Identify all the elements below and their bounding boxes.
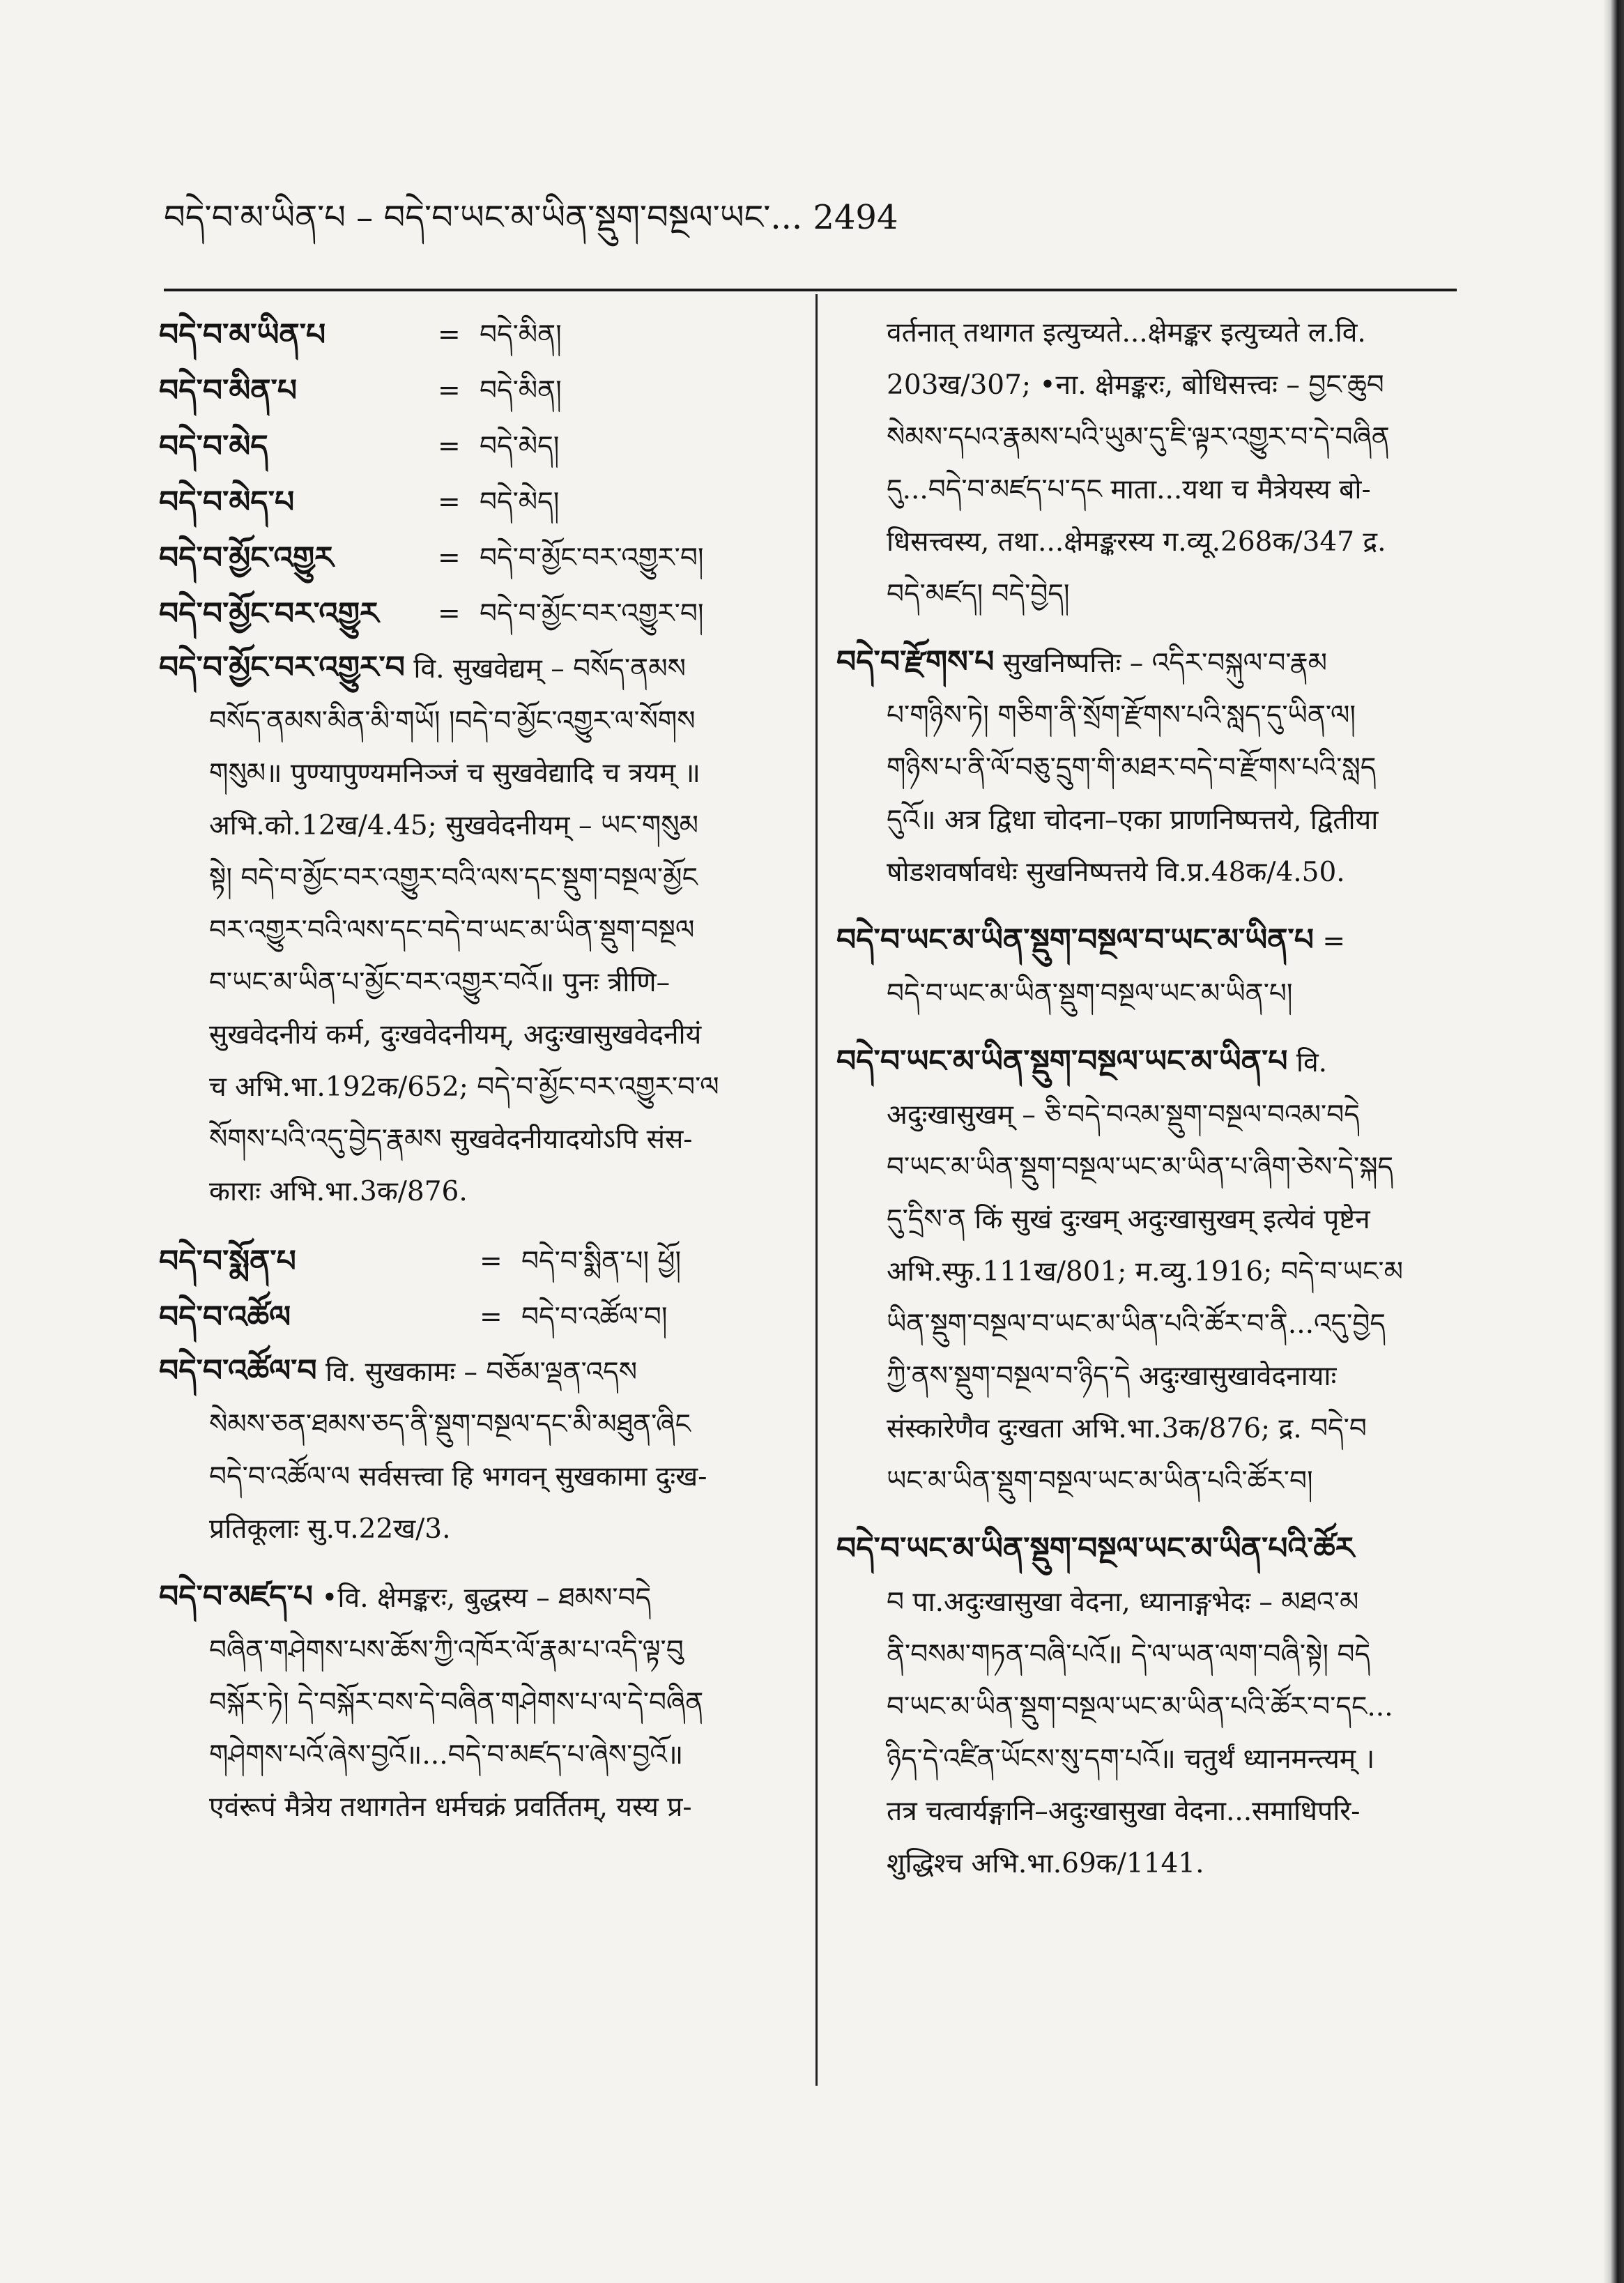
entry-line: བ་ཡང་མ་ཡིན་པ་མྱོང་བར་འགྱུར་བའོ॥ पुनः त्रीणि– bbox=[209, 967, 671, 998]
xref-row bbox=[159, 1233, 790, 1289]
equals-sign: = bbox=[1322, 926, 1345, 957]
dictionary-entry bbox=[159, 1345, 790, 1555]
xref-row bbox=[159, 1289, 790, 1345]
entry-line: བར་འགྱུར་བའི་ལས་དང་བདེ་བ་ཡང་མ་ཡིན་སྡུག་བསྔལ bbox=[209, 915, 695, 946]
dictionary-entry bbox=[159, 641, 790, 1218]
xref-target: བདེ་མིན། bbox=[480, 319, 562, 351]
headword: བདེ་བ་ཡང་མ་ཡིན་སྡུག་བསྔལ་ཡང་མ་ཡིན་པ bbox=[836, 1044, 1288, 1079]
headword: བདེ་བ་ཡང་མ་ཡིན་སྡུག་བསྔལ་ཡང་མ་ཡིན་པའི་ཚོར bbox=[836, 1531, 1355, 1566]
dictionary-entry bbox=[836, 1522, 1457, 1890]
xref-target: བདེ་མིན། bbox=[480, 374, 562, 406]
xref-target: བདེ་བ་སྨིན་པ། ཕྱོ། bbox=[521, 1245, 682, 1277]
equals-sign: = bbox=[480, 1301, 503, 1333]
xref-row bbox=[159, 307, 790, 362]
headword: བདེ་བ་འཚོལ་བ bbox=[159, 1353, 317, 1389]
xref-row bbox=[159, 362, 790, 418]
page-header bbox=[164, 195, 1474, 240]
equals-sign: = bbox=[438, 486, 461, 518]
entry-line: धिसत्त्वस्य, तथा...क्षेमङ्करस्य ग.व्यू.268क/347 द्र. bbox=[887, 526, 1386, 558]
entry-line: བདེ་མཛད། བདེ་བྱེད། bbox=[887, 579, 1070, 610]
headword: བདེ་བ་མེད bbox=[159, 428, 268, 464]
entry-line: སྟེ། བདེ་བ་མྱོང་བར་འགྱུར་བའི་ལས་དང་སྡུག་བསྔལ་མྱོང bbox=[209, 862, 698, 894]
equals-sign: = bbox=[438, 597, 461, 629]
headword: བདེ་བ་མེད་པ bbox=[159, 484, 295, 520]
entry-line: काराः अभि.भा.3क/876. bbox=[209, 1176, 468, 1207]
xref-target: བདེ་མེད། bbox=[480, 486, 560, 518]
entry-line: सुखवेदनीयं कर्म, दुःखवेदनीयम्, अदुःखासुखवेदनीयं bbox=[209, 1019, 702, 1051]
entry-line: शुद्धिश्च अभि.भा.69क/1141. bbox=[887, 1848, 1204, 1879]
headword: བདེ་བ་མིན་པ bbox=[159, 372, 298, 409]
equals-sign: = bbox=[438, 430, 461, 462]
entry-line: अदुःखासुखम् – ཅི་བདེ་བའམ་སྡུག་བསྔལ་བའམ་བདེ bbox=[887, 1099, 1360, 1131]
entry-line: •वि. क्षेमङ्करः, बुद्धस्य – ཐམས་བདེ bbox=[321, 1582, 652, 1614]
entry-line: གསུམ॥ पुण्यापुण्यमनिञ्जं च सुखवेद्यादि च त्रयम् ॥ bbox=[209, 758, 700, 789]
entry-line: वि. सुखकामः – བཅོམ་ལྡན་འདས bbox=[325, 1357, 638, 1388]
header-range: བདེ་བ་མ་ཡིན་པ – བདེ་བ་ཡང་མ་ཡིན་སྡུག་བསྔལ་ཡང་... 2494 bbox=[164, 198, 898, 237]
right-column bbox=[836, 307, 1457, 1905]
xref-row bbox=[159, 586, 790, 641]
entry-line: བ पा.अदुःखासुखा वेदना, ध्यानाङ्गभेदः – མཐའ་མ bbox=[887, 1587, 1359, 1618]
scan-edge bbox=[1603, 0, 1624, 2283]
entry-line: एवंरूपं मैत्रेय तथागतेन धर्मचक्रं प्रवर्तितम्, यस्य प्र- bbox=[209, 1792, 692, 1823]
entry-line: བ་ཡང་མ་ཡིན་སྡུག་བསྔལ་ཡང་མ་ཡིན་པའི་ཚོར་བ་དང... bbox=[887, 1691, 1393, 1723]
header-rule bbox=[164, 289, 1457, 291]
headword: བདེ་བ་སྨོན་པ bbox=[159, 1243, 296, 1279]
entry-line: वर्तनात् तथागत इत्युच्यते...क्षेमङ्कर इत्युच्यते ल.वि. bbox=[887, 317, 1366, 349]
xref-target: བདེ་བ་མྱོང་བར་འགྱུར་བ། bbox=[480, 542, 704, 574]
xref-row bbox=[159, 530, 790, 586]
equals-sign: = bbox=[480, 1245, 503, 1277]
entry-line: དུ...བདེ་བ་མཛད་པ་དང माता...यथा च मैत्रेयस्य बो- bbox=[887, 474, 1371, 505]
xref-row bbox=[159, 418, 790, 474]
entry-line: བསྐོར་ཏེ། དེ་བསྐོར་བས་དེ་བཞིན་གཤེགས་པ་ལ་དེ་བཞིན bbox=[209, 1687, 704, 1718]
headword: བདེ་བ་མཛད་པ bbox=[159, 1579, 314, 1614]
entry-line: ཡང་མ་ཡིན་སྡུག་བསྔལ་ཡང་མ་ཡིན་པའི་ཚོར་བ། bbox=[887, 1465, 1313, 1497]
entry-line: सुखनिष्पत्तिः – འདིར་བསྐུལ་བ་རྣམ bbox=[1002, 648, 1327, 679]
entry-line: གཤེགས་པའོ་ཞེས་བྱའོ॥...བདེ་བ་མཛད་པ་ཞེས་བྱའོ॥ bbox=[209, 1739, 684, 1771]
entry-line: བཞིན་གཤེགས་པས་ཆོས་ཀྱི་འཁོར་ལོ་རྣམ་པ་འདི་ལྟ་བུ bbox=[209, 1635, 684, 1666]
xref-row bbox=[159, 474, 790, 530]
entry-line: अभि.स्फु.111ख/801; म.व्यु.1916; བདེ་བ་ཡང་མ bbox=[887, 1256, 1403, 1288]
headword: བདེ་བ་མྱོང་བར་འགྱུར་བ bbox=[159, 650, 405, 685]
left-column bbox=[159, 307, 790, 1849]
entry-line: ཡིན་སྡུག་བསྔལ་བ་ཡང་མ་ཡིན་པའི་ཚོར་བ་ནི...འདུ་བྱེད bbox=[887, 1308, 1386, 1340]
entry-line: པ་གཉིས་ཏེ། གཅིག་ནི་སྲོག་རྫོགས་པའི་སླད་དུ་ཡིན་ལ། bbox=[887, 700, 1356, 731]
entry-line: अभि.को.12ख/4.45; सुखवेदनीयम् – ཡང་གསུམ bbox=[209, 810, 698, 841]
xref-target: བདེ་མེད། bbox=[480, 430, 560, 462]
entry-line: སེམས་དཔའ་རྣམས་པའི་ཡུམ་དུ་ཇི་ལྟར་འགྱུར་བ་དེ་བཞིན bbox=[887, 422, 1390, 453]
headword: བདེ་བ་མྱོང་བར་འགྱུར bbox=[159, 595, 379, 632]
equals-sign: = bbox=[438, 374, 461, 406]
entry-line: བདེ་བ་འཚོལ་ལ सर्वसत्त्वा हि भगवन् सुखकामा दुःख- bbox=[209, 1461, 707, 1492]
headword: བདེ་བ་ཡང་མ་ཡིན་སྡུག་བསྔལ་བ་ཡང་མ་ཡིན་པ bbox=[836, 922, 1314, 958]
entry-line: षोडशवर्षावधेः सुखनिष्पत्तये वि.प्र.48क/4.50. bbox=[887, 857, 1345, 888]
entry-line: དུའོ॥ अत्र द्विधा चोदना–एका प्राणनिष्पत्तये, द्वितीया bbox=[887, 804, 1379, 836]
entry-line: च अभि.भा.192क/652; བདེ་བ་མྱོང་བར་འགྱུར་བ་ལ bbox=[209, 1071, 719, 1103]
headword: བདེ་བ་འཚོལ bbox=[159, 1299, 291, 1335]
headword: བདེ་བ་མྱོང་འགྱུར bbox=[159, 540, 334, 576]
entry-line: 203ख/307; •ना. क्षेमङ्करः, बोधिसत्त्वः – བྱང་ཆུབ bbox=[887, 369, 1384, 401]
entry-line: ནི་བསམ་གཏན་བཞི་པའོ॥ དེ་ལ་ཡན་ལག་བཞི་སྟེ། བདེ bbox=[887, 1639, 1371, 1670]
headword: བདེ་བ་མ་ཡིན་པ bbox=[159, 316, 326, 353]
entry-line: तत्र चत्वार्यङ्गानि–अदुःखासुखा वेदना...समाधिपरि- bbox=[887, 1796, 1361, 1827]
headword: བདེ་བ་རྫོགས་པ bbox=[836, 644, 995, 680]
xref-target: བདེ་བ་འཚོལ་བ། bbox=[521, 1301, 668, 1333]
entry-line: བསོད་ནམས་མིན་མི་གཡོ། །བདེ་བ་མྱོང་འགྱུར་ལ་སོགས bbox=[209, 705, 696, 737]
entry-line: སོགས་པའི་འདུ་བྱེད་རྣམས सुखवेदनीयादयोऽपि संस- bbox=[209, 1124, 693, 1155]
dictionary-entry bbox=[836, 914, 1457, 1020]
entry-line: संस्कारेणैव दुःखता अभि.भा.3क/876; द्र. བདེ་བ bbox=[887, 1413, 1367, 1444]
entry-line: वि. bbox=[1296, 1047, 1328, 1078]
dictionary-entry bbox=[836, 636, 1457, 899]
entry-line: ཉིད་དེ་འཛིན་ཡོངས་སུ་དག་པའོ॥ चतुर्थं ध्यानमन्त्यम् । bbox=[887, 1743, 1375, 1775]
dictionary-entry bbox=[836, 1035, 1457, 1507]
entry-line: སེམས་ཅན་ཐམས་ཅད་ནི་སྡུག་བསྔལ་དང་མི་མཐུན་ཞིང bbox=[209, 1409, 691, 1440]
entry-line: གཉིས་པ་ནི་ལོ་བཅུ་དྲུག་གི་མཐར་བདེ་བ་རྫོགས་པའི་སླད bbox=[887, 752, 1377, 784]
entry-line: དུ་དྲིས་ན किं सुखं दुःखम् अदुःखासुखम् इत्येवं पृष्टेन bbox=[887, 1204, 1370, 1235]
entry-line: ཀྱི་ནས་སྡུག་བསྔལ་བ་ཉིད་དེ अदुःखासुखावेदनायाः bbox=[887, 1361, 1337, 1392]
dictionary-entry bbox=[159, 1571, 790, 1833]
entry-line: བདེ་བ་ཡང་མ་ཡིན་སྡུག་བསྔལ་ཡང་མ་ཡིན་པ། bbox=[887, 978, 1293, 1009]
entry-line: वि. सुखवेद्यम् – བསོད་ནམས bbox=[413, 653, 686, 685]
column-divider bbox=[815, 294, 818, 2086]
xref-target: བདེ་བ་མྱོང་བར་འགྱུར་བ། bbox=[480, 597, 704, 629]
entry-line: प्रतिकूलाः सु.प.22ख/3. bbox=[209, 1513, 451, 1545]
equals-sign: = bbox=[438, 542, 461, 574]
entry-line: བ་ཡང་མ་ཡིན་སྡུག་བསྔལ་ཡང་མ་ཡིན་པ་ཞིག་ཅེས་དེ་སྐད bbox=[887, 1152, 1394, 1183]
dictionary-entry-continued bbox=[836, 307, 1457, 620]
equals-sign: = bbox=[438, 319, 461, 351]
